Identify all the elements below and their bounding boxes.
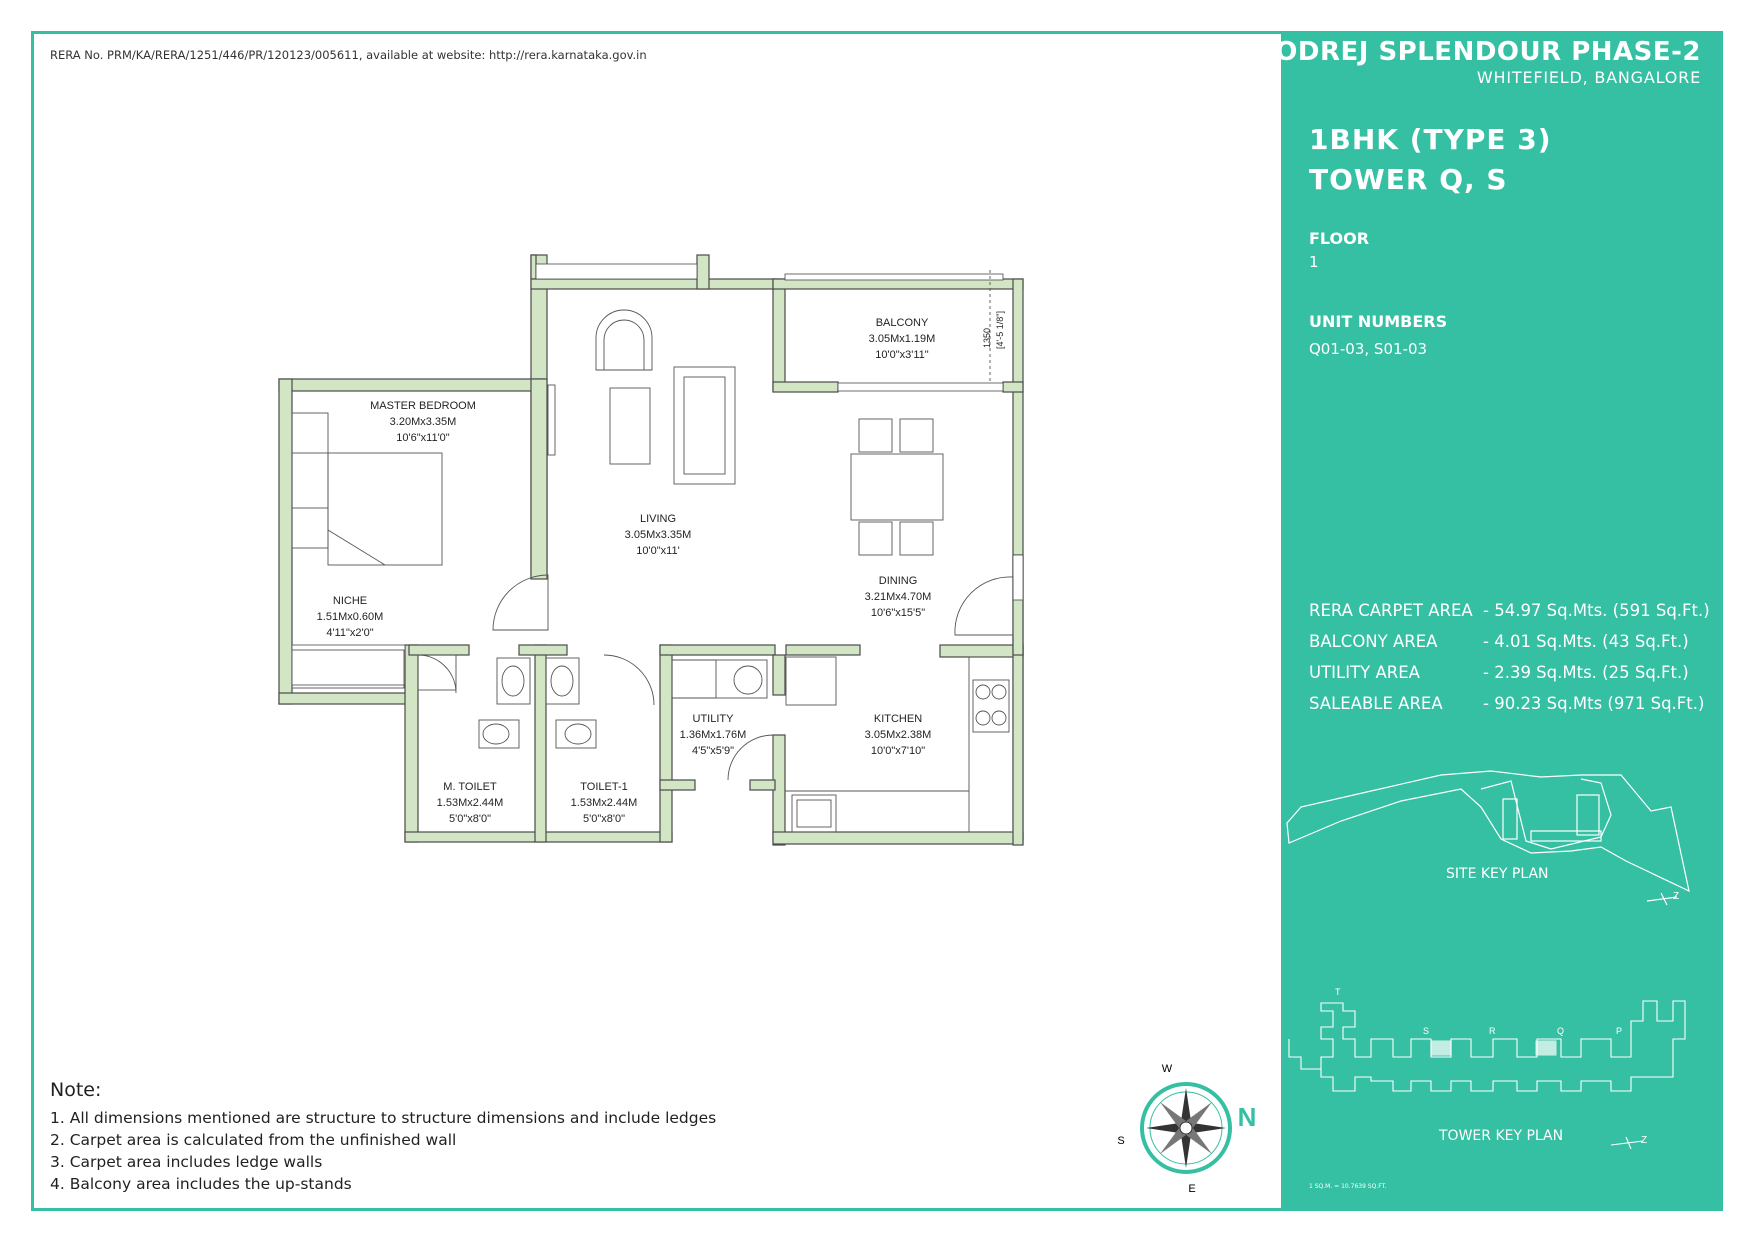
site-key-plan (1281, 731, 1723, 911)
svg-text:Z: Z (1641, 1135, 1648, 1146)
niche-imperial: 4'11"x2'0" (326, 627, 374, 639)
niche-name: NICHE (332, 595, 368, 607)
compass-e: E (1188, 1183, 1196, 1195)
area-value: - 2.39 Sq.Mts. (25 Sq.Ft.) (1483, 663, 1689, 682)
area-label: RERA CARPET AREA (1309, 601, 1473, 620)
tower-letter-t: T (1335, 987, 1341, 997)
balcony-dim-ft: [4'-5 1/8"] (995, 311, 1005, 349)
dining-imperial: 10'6"x15'5" (870, 607, 926, 619)
living-imperial: 10'0"x11' (636, 545, 680, 557)
m-toilet-name: M. TOILET (443, 781, 497, 793)
balcony-imperial: 10'0"x3'11" (875, 349, 929, 361)
notes-heading: Note: (50, 1079, 102, 1101)
tower-letter-r: R (1489, 1026, 1496, 1036)
kitchen-imperial: 10'0"x7'10" (870, 745, 926, 757)
area-value: - 90.23 Sq.Mts (971 Sq.Ft.) (1483, 694, 1705, 713)
balcony-metric: 3.05Mx1.19M (868, 333, 936, 345)
master-bedroom-metric: 3.20Mx3.35M (389, 416, 457, 428)
dining-name: DINING (878, 575, 918, 587)
compass-rose-icon (1142, 1084, 1230, 1172)
area-label: BALCONY AREA (1309, 632, 1438, 651)
conversion-note: 1 SQ.M. = 10.7639 SQ.FT. (1309, 1183, 1387, 1190)
svg-text:Z: Z (1673, 891, 1680, 902)
site-key-plan-label: SITE KEY PLAN (1446, 866, 1549, 882)
utility-name: UTILITY (692, 713, 734, 725)
niche-metric: 1.51Mx0.60M (316, 611, 384, 623)
utility-imperial: 4'5"x5'9" (692, 745, 734, 757)
toilet-1-imperial: 5'0"x8'0" (583, 813, 625, 825)
kitchen-name: KITCHEN (873, 713, 923, 725)
area-row (1309, 694, 1704, 713)
area-value: - 54.97 Sq.Mts. (591 Sq.Ft.) (1483, 601, 1710, 620)
area-row (1309, 601, 1710, 620)
m-toilet-imperial: 5'0"x8'0" (449, 813, 491, 825)
utility-metric: 1.36Mx1.76M (679, 729, 747, 741)
info-panel (1253, 31, 1723, 1211)
area-value: - 4.01 Sq.Mts. (43 Sq.Ft.) (1483, 632, 1689, 651)
unit-type: 1BHK (TYPE 3) (1309, 123, 1552, 156)
tower-label: TOWER Q, S (1309, 163, 1508, 196)
toilet-1-name: TOILET-1 (580, 781, 628, 793)
note-item: 4. Balcony area includes the up-stands (50, 1175, 352, 1193)
area-row (1309, 663, 1689, 682)
compass-w: W (1161, 1063, 1173, 1075)
note-item: 2. Carpet area is calculated from the unfinished wall (50, 1131, 457, 1149)
living-metric: 3.05Mx3.35M (624, 529, 692, 541)
living-name: LIVING (639, 513, 677, 525)
note-item: 3. Carpet area includes ledge walls (50, 1153, 323, 1171)
kitchen-metric: 3.05Mx2.38M (864, 729, 932, 741)
floor-value: 1 (1309, 253, 1319, 271)
area-label: UTILITY AREA (1309, 663, 1420, 682)
compass-s: S (1117, 1135, 1125, 1147)
notes (50, 1079, 716, 1195)
balcony-name: BALCONY (875, 317, 929, 329)
m-toilet-metric: 1.53Mx2.44M (436, 797, 504, 809)
master-bedroom-imperial: 10'6"x11'0" (396, 432, 450, 444)
unit-numbers-label: UNIT NUMBERS (1309, 312, 1448, 331)
tower-letter-s: S (1423, 1026, 1430, 1036)
tower-letter-p: P (1616, 1026, 1623, 1036)
floor-label: FLOOR (1309, 229, 1370, 248)
master-bedroom-name: MASTER BEDROOM (370, 400, 476, 412)
dining-metric: 3.21Mx4.70M (864, 591, 932, 603)
unit-numbers-value: Q01-03, S01-03 (1309, 340, 1428, 358)
tower-letter-q: Q (1557, 1026, 1565, 1036)
project-location: WHITEFIELD, BANGALORE (1476, 68, 1701, 87)
area-row (1309, 632, 1689, 651)
rera-registration: RERA No. PRM/KA/RERA/1251/446/PR/120123/005611, available at website: http://rera.karnataka.gov.in (50, 48, 647, 62)
toilet-1-metric: 1.53Mx2.44M (570, 797, 638, 809)
tower-key-plan-label: TOWER KEY PLAN (1439, 1128, 1564, 1144)
project-name: GODREJ SPLENDOUR PHASE-2 (1253, 37, 1701, 67)
compass-n: N (1237, 1102, 1257, 1132)
tower-key-plan (1281, 981, 1723, 1151)
area-label: SALEABLE AREA (1309, 694, 1443, 713)
note-item: 1. All dimensions mentioned are structure to structure dimensions and include ledges (50, 1109, 717, 1127)
balcony-dim-mm: 1350 (982, 327, 992, 349)
